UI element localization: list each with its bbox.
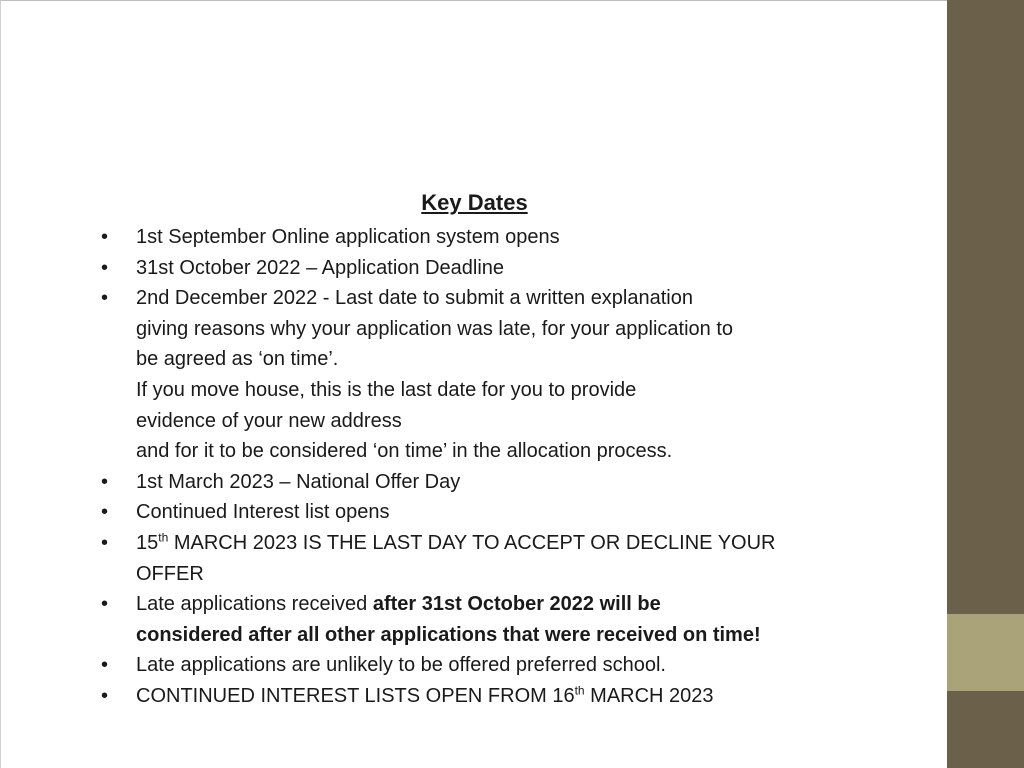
line: and for it to be considered ‘on time’ in the allocation process. (136, 440, 673, 463)
line: considered after all other applications that were received on time! (136, 623, 761, 646)
line: If you move house, this is the last date for you to provide (136, 378, 637, 401)
line: • 1st March 2023 – National Offer Day (136, 470, 461, 493)
line (136, 528, 861, 559)
slide-title: Key Dates (421, 190, 528, 215)
sidebar-decoration-accent (947, 614, 1024, 691)
list-item-march-15 (101, 528, 861, 589)
line: • 2nd December 2022 - Last date to submit a written explanation (136, 287, 693, 310)
line: • Continued Interest list opens (136, 501, 390, 524)
continued-date: MARCH 2023 (584, 684, 714, 707)
list-item (101, 467, 861, 498)
sidebar-decoration-bottom (947, 691, 1024, 768)
line (136, 589, 861, 620)
day-number: 15 (136, 531, 159, 554)
key-dates-list (101, 222, 861, 712)
list-item (101, 283, 861, 467)
deadline-text: MARCH 2023 IS THE LAST DAY TO ACCEPT OR DECLINE YOUR (168, 531, 776, 554)
sidebar-decoration-top (947, 0, 1024, 614)
list-item (101, 253, 861, 284)
late-plain-text: Late applications received (136, 593, 373, 616)
list-item (101, 497, 861, 528)
line: • Late applications are unlikely to be offered preferred school. (136, 654, 666, 677)
late-bold-text: after 31st October 2022 will be (372, 593, 661, 616)
line: OFFER (136, 562, 204, 585)
line (136, 681, 861, 712)
continued-text: CONTINUED INTEREST LISTS OPEN FROM 16 (136, 684, 575, 707)
list-item (101, 650, 861, 681)
list-item-continued-interest (101, 681, 861, 712)
line: giving reasons why your application was late, for your application to (136, 317, 733, 340)
ordinal-suffix: th (158, 530, 169, 545)
list-item-late-applications (101, 589, 861, 650)
line: • 31st October 2022 – Application Deadline (136, 256, 505, 279)
list-item (101, 222, 861, 253)
line: • 1st September Online application system opens (136, 226, 560, 248)
line: evidence of your new address (136, 409, 402, 432)
ordinal-suffix: th (574, 683, 585, 698)
line: be agreed as ‘on time’. (136, 348, 339, 371)
